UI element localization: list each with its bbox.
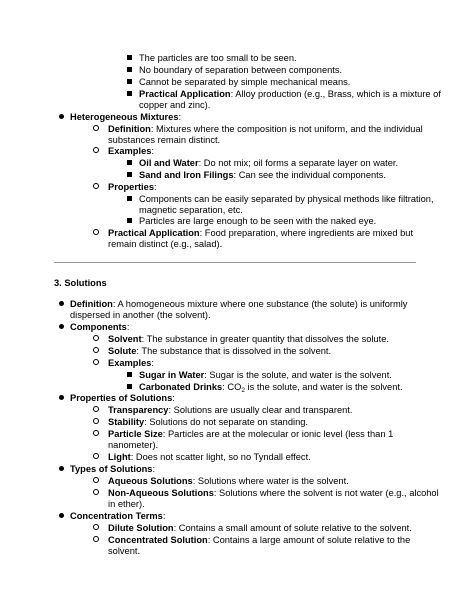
item-text: : Solutions do not separate on standing. [144, 417, 309, 427]
item-text: : A homogeneous mixture where one substance (the solute) is uniformly [112, 299, 408, 309]
item-label: Solute [108, 346, 137, 356]
item-label: Definition [108, 124, 151, 134]
list-item [108, 405, 352, 416]
list-item [108, 429, 393, 440]
list-item [108, 488, 439, 499]
item-text: : Solutions where water is the solvent. [192, 476, 349, 486]
dot-bullet-icon [56, 393, 66, 404]
list-item: No boundary of separation between components. [139, 65, 343, 75]
dot-bullet-icon [56, 322, 66, 333]
circle-bullet-icon [91, 488, 101, 499]
list-item: Components can be easily separated by physical methods like filtration, [139, 194, 434, 204]
item-text: : Mixtures where the composition is not uniform, and the individual [150, 124, 423, 134]
colon: : [162, 511, 166, 521]
circle-bullet-icon [91, 417, 101, 428]
item-label: Components [70, 322, 127, 332]
list-item [108, 228, 413, 239]
item-label: Practical Application [108, 228, 200, 238]
subscript: 2 [241, 387, 245, 394]
horizontal-divider [54, 262, 416, 263]
item-label: Practical Application [139, 89, 231, 99]
list-item [139, 382, 403, 393]
dot-bullet-icon [56, 511, 66, 522]
item-text: : Does not scatter light, so no Tyndall effect. [130, 452, 311, 462]
section-title: Heterogeneous Mixtures [70, 112, 179, 122]
colon: : [178, 112, 182, 122]
list-item-continuation: in ether). [108, 499, 145, 509]
colon: : [172, 393, 175, 403]
list-item [70, 511, 165, 522]
circle-bullet-icon [91, 429, 101, 440]
square-bullet-icon [124, 77, 134, 88]
list-item-continuation: remain distinct (e.g., salad). [108, 239, 223, 249]
colon: : [154, 182, 157, 192]
item-text: : Food preparation, where ingredients are mixed but [199, 228, 414, 238]
list-item [108, 346, 331, 357]
list-item [108, 417, 308, 428]
colon: : [152, 464, 156, 474]
list-item-continuation: dispersed in another (the solvent). [70, 310, 211, 320]
list-item [139, 89, 441, 100]
list-item [70, 112, 181, 123]
item-text: : CO [222, 382, 242, 392]
circle-bullet-icon [91, 228, 101, 239]
item-text: : Do not mix; oil forms a separate layer on water. [198, 158, 399, 168]
item-label: Light [108, 452, 131, 462]
circle-bullet-icon [91, 523, 101, 534]
circle-bullet-icon [91, 146, 101, 157]
dot-bullet-icon [56, 112, 66, 123]
list-item [108, 124, 423, 135]
square-bullet-icon [124, 370, 134, 381]
item-label: Concentration Terms [70, 511, 163, 521]
list-item [139, 170, 386, 181]
list-item [70, 393, 175, 404]
item-text: : Contains a large amount of solute relative to the [207, 535, 411, 545]
dot-bullet-icon [56, 464, 66, 475]
square-bullet-icon [124, 216, 134, 227]
item-label: Types of Solutions [70, 464, 153, 474]
circle-bullet-icon [91, 124, 101, 135]
list-item: Particles are large enough to be seen with the naked eye. [139, 216, 377, 226]
square-bullet-icon [124, 53, 134, 64]
circle-bullet-icon [91, 452, 101, 463]
list-item [108, 182, 157, 193]
colon: : [151, 358, 155, 368]
square-bullet-icon [124, 158, 134, 169]
list-item-continuation: nanometer). [108, 440, 159, 450]
colon: : [126, 322, 130, 332]
item-label: Solvent [108, 334, 142, 344]
list-item [108, 146, 154, 157]
item-text: : The substance in greater quantity that dissolves the solute. [141, 334, 389, 344]
list-item [70, 464, 155, 475]
item-label: Properties [108, 182, 154, 192]
dot-bullet-icon [56, 299, 66, 310]
item-text: : Solutions where the solvent is not water (e.g., alcohol [213, 488, 439, 498]
circle-bullet-icon [91, 405, 101, 416]
circle-bullet-icon [91, 334, 101, 345]
item-label: Definition [70, 299, 113, 309]
square-bullet-icon [124, 382, 134, 393]
list-item [70, 322, 129, 333]
item-label: Concentrated Solution [108, 535, 208, 545]
item-label: Oil and Water [139, 158, 199, 168]
list-item [139, 158, 398, 169]
item-label: Dilute Solution [108, 523, 174, 533]
item-label: Aqueous Solutions [108, 476, 193, 486]
list-item [108, 358, 154, 369]
list-item [108, 476, 349, 487]
item-text: : Can see the individual components. [233, 170, 386, 180]
list-item [108, 535, 410, 546]
list-item-continuation: copper and zinc). [139, 100, 211, 110]
square-bullet-icon [124, 194, 134, 205]
item-label: Sand and Iron Filings [139, 170, 234, 180]
colon: : [151, 146, 155, 156]
item-text: is the solute, and water is the solvent. [244, 382, 403, 392]
item-label: Non-Aqueous Solutions [108, 488, 214, 498]
item-text: : Contains a small amount of solute relative to the solvent. [173, 523, 412, 533]
list-item [70, 299, 407, 310]
item-label: Carbonated Drinks [139, 382, 223, 392]
list-item-continuation: magnetic separation, etc. [139, 205, 243, 215]
item-label: Properties of Solutions [70, 393, 173, 403]
item-label: Sugar in Water [139, 370, 205, 380]
list-item [108, 523, 412, 534]
circle-bullet-icon [91, 535, 101, 546]
list-item [108, 452, 311, 463]
item-label: Stability [108, 417, 145, 427]
circle-bullet-icon [91, 182, 101, 193]
item-label: Transparency [108, 405, 169, 415]
list-item [139, 370, 392, 381]
list-item: Cannot be separated by simple mechanical means. [139, 77, 351, 87]
item-label: Examples [108, 146, 152, 156]
circle-bullet-icon [91, 358, 101, 369]
square-bullet-icon [124, 89, 134, 100]
item-label: Particle Size [108, 429, 163, 439]
list-item-continuation: solvent. [108, 546, 141, 556]
item-text: : The substance that is dissolved in the solvent. [136, 346, 332, 356]
list-item [108, 334, 389, 345]
item-text: : Alloy production (e.g., Brass, which is a mixture of [230, 89, 441, 99]
square-bullet-icon [124, 170, 134, 181]
item-text: : Solutions are usually clear and transparent. [168, 405, 353, 415]
section-heading: 3. Solutions [54, 278, 107, 288]
list-item: The particles are too small to be seen. [139, 53, 297, 63]
item-text: : Sugar is the solute, and water is the solvent. [204, 370, 392, 380]
item-text: : Particles are at the molecular or ionic level (less than 1 [162, 429, 394, 439]
circle-bullet-icon [91, 476, 101, 487]
square-bullet-icon [124, 65, 134, 76]
item-label: Examples [108, 358, 152, 368]
circle-bullet-icon [91, 346, 101, 357]
list-item-continuation: substances remain distinct. [108, 135, 221, 145]
